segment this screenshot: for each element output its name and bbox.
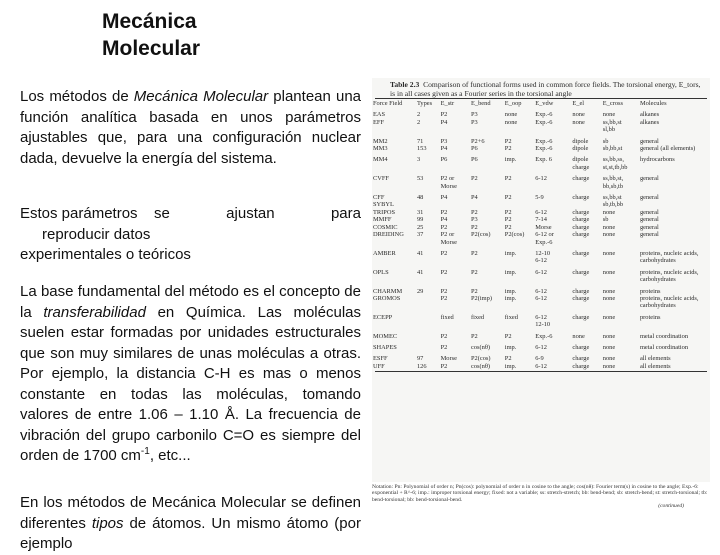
table-cell: none (602, 332, 616, 340)
table-header-cell: E_bend (471, 100, 491, 107)
table-cell: charge (572, 343, 590, 351)
table-cell: P2 (440, 268, 448, 276)
table-caption-label: Table 2.3 (390, 80, 420, 89)
table-cell: P2 (440, 343, 448, 351)
table-cell: 97 126 (416, 355, 427, 370)
superscript: -1 (140, 446, 150, 457)
table-cell: fixed (504, 313, 518, 321)
paragraph-word: se (153, 205, 170, 222)
table-cell: charge (572, 268, 590, 276)
table-cell: 3 (416, 156, 421, 164)
paragraph-text: en Química. Las moléculas suelen estar formadas por unidades estructurales que son muy similares de unas moléculas a otras. Por ejemplo, la distancia C-H es mas o menos constante en todas las moléculas, tomando valores de entre 1.06 – 1.10 Å. La frecuencia de vibración del grupo carbonilo C=O es siempre del orden de 1700 cm (20, 303, 361, 464)
table-cell: imp. (504, 343, 517, 351)
table-cell: CHARMM GROMOS (373, 287, 403, 302)
table-cell: P6 (440, 156, 448, 164)
table-cell (416, 311, 440, 330)
table-row (372, 247, 710, 266)
table-cell: P2+6 P6 (471, 137, 485, 153)
table-cell: charge (572, 313, 590, 321)
table-header-cell: E_el (572, 100, 585, 107)
table-header-row (372, 99, 710, 108)
table-cell: 6-12 (535, 175, 547, 183)
table-cell: ESFF UFF (373, 355, 388, 370)
table-cell: none ss,bb,st sl,bb (602, 111, 622, 134)
paragraph-text: plantean una función analítica basada en unos parámetros ajustables que, para una configuración nuclear dada, devuelve la energía del sistema. (20, 88, 361, 167)
table-cell: none (572, 332, 585, 340)
table-cell: 6-9 6-12 (535, 355, 547, 370)
table-cell: P2(cos) cos(nθ) (471, 355, 491, 370)
paragraph-word: ajustan (226, 205, 275, 222)
table-cell: metal coordination (639, 332, 689, 340)
table-header-cell: E_str (440, 100, 455, 107)
table-cell: P2 (504, 175, 512, 183)
table-cell: CFF SYBYL TRIPOS MMFF COSMIC DREIDING (373, 194, 404, 239)
table-row (372, 341, 710, 352)
table-cell: Exp.-6 Exp.-6 (535, 111, 553, 126)
table-cell: 29 (416, 287, 424, 295)
table-cell: fixed (471, 313, 485, 321)
table-header-cell: Types (416, 100, 433, 107)
table-cell: P2 (440, 332, 448, 340)
table-cell: imp. (504, 268, 517, 276)
table-cell: P2 (471, 332, 478, 340)
table-cell: 12-10 6-12 (535, 249, 551, 265)
paragraph-emphasis: tipos (91, 514, 124, 532)
table-cell: MOMEC (373, 332, 398, 340)
paragraph-emphasis: transferabilidad (43, 303, 146, 321)
table-caption-text: Comparison of functional forms used in common force fields. The torsional energy, E_tors, is in all cases given as a Fourier series in the torsional angle (390, 80, 701, 98)
table-cell: none (602, 343, 616, 351)
table-cell (416, 341, 440, 352)
table-cell: 5-9 6-12 7-14 Morse 6-12 or Exp.-6 (535, 194, 554, 246)
table-cell: imp. (504, 156, 517, 164)
table-rule (375, 371, 707, 372)
paragraph-text: de átomos. Un mismo átomo (por ejemplo (20, 514, 361, 552)
table-cell: 48 31 99 25 37 (416, 194, 424, 239)
title-line-2: Molecular (102, 37, 201, 60)
page-title (102, 8, 200, 62)
table-cell: P2 (471, 175, 478, 183)
table-cell: P4 P2 P4 P2 P2 or Morse (440, 194, 457, 246)
paragraph-text: La base fundamental del método es el concepto de la (20, 283, 361, 321)
paragraph-transferability (20, 282, 361, 467)
table-cell: Morse P2 (440, 355, 457, 370)
table-cell: P2 or Morse (440, 175, 457, 190)
table-cell: P2 P2 P2 P2 P2(cos) (504, 194, 525, 239)
table-cell: charge charge (572, 355, 590, 370)
table-cell: 2 2 (416, 111, 421, 126)
table-row (372, 352, 710, 371)
table-row (372, 266, 710, 285)
table-cell: P2 P2(imp) (471, 287, 492, 302)
paragraph-line (20, 204, 361, 225)
table-cell: general general general general general (639, 194, 659, 239)
table-cell: all elements all elements (639, 355, 671, 370)
table-cell: proteins, nucleic acids, carbohydrates (639, 268, 699, 284)
table-cell: charge (572, 175, 590, 183)
table-notes-text: Notation: Pn: Polynomial of order n; Pn(cos): polynomial of order n in cosine to the angle; cos(nθ): Fourier term(s) in cosine to the angle; Exp.-6: exponential + R^-6; imp.: improper torsional energy; fixed: not a variable; ss: stretch-stretch; bb: bend-bend; sb: stretch-bend; st: stretch-torsional; tb: bend-torsional; bb: bend-torsional-bend. (372, 484, 708, 503)
paragraph-text: , etc... (149, 447, 191, 464)
table-cell: dipole charge (572, 156, 590, 171)
title-line-1: Mecánica (102, 10, 197, 33)
table-body (372, 108, 710, 371)
paragraph-atom-types (20, 493, 361, 555)
table-row (372, 172, 710, 191)
table-cell: none none (602, 355, 616, 370)
table-cell: charge charge charge charge charge (572, 194, 590, 239)
table-cell: proteins, nucleic acids, carbohydrates (639, 249, 699, 265)
table-cell: Exp.-6 Exp.-6 (535, 137, 553, 153)
table-cell: P2 P4 (440, 111, 448, 126)
table-cell: Exp. 6 (535, 156, 552, 164)
table-header-cell: Molecules (639, 100, 667, 107)
table-cell: none (602, 268, 616, 276)
table-cell: CVFF (373, 175, 389, 183)
force-field-table (372, 99, 710, 371)
table-cell: fixed (440, 313, 454, 321)
table-cell: none (602, 313, 616, 321)
table-row (372, 108, 710, 134)
table-cell: imp. (504, 249, 517, 257)
table-cell: OPLS (373, 268, 389, 276)
table-cell: dipole dipole (572, 137, 589, 153)
table-cell: 6-12 12-10 (535, 313, 551, 329)
table-cell: P2 (504, 332, 512, 340)
table-cell: MM4 (373, 156, 388, 164)
paragraph-word: para (330, 205, 361, 222)
table-cell: P6 (471, 156, 478, 164)
table-row (372, 135, 710, 154)
table-cell: none none (572, 111, 585, 126)
table-continued: (continued) (658, 503, 684, 510)
table-caption (372, 78, 710, 98)
table-row (372, 191, 710, 247)
table-cell: imp. imp. (504, 287, 517, 302)
table-cell: 41 (416, 268, 424, 276)
table-cell: charge (572, 249, 590, 257)
table-cell: ss,bb,st sb,tb,bb none sb none none (602, 194, 624, 239)
table-cell: AMBER (373, 249, 396, 257)
paragraph-word: Estos parámetros (20, 205, 138, 222)
table-cell: ss,bb,st, bb,sb,tb (602, 175, 624, 190)
force-field-table-image (372, 78, 710, 482)
table-header-cell: E_vdw (535, 100, 554, 107)
table-cell: 6-12 (535, 343, 547, 351)
table-cell: P2 P2 (504, 137, 512, 153)
table-cell: metal coordination (639, 343, 689, 351)
table-cell: P3 P4 (440, 137, 448, 153)
paragraph-line: experimentales o teóricos (20, 246, 191, 263)
table-cell: P2 P2 (440, 287, 448, 302)
table-row (372, 285, 710, 311)
paragraph-text: Los métodos de (20, 88, 134, 105)
table-cell: sb sb,bb,st (602, 137, 623, 153)
table-cell: none none (602, 287, 616, 302)
table-cell: SHAPES (373, 343, 397, 351)
table-cell: P2 imp. (504, 355, 517, 370)
table-cell: none (602, 249, 616, 257)
table-header-cell: E_cross (602, 100, 624, 107)
table-cell: ECEPP (373, 313, 393, 321)
paragraph-line: reproducir datos (42, 225, 151, 243)
table-cell: proteins (639, 313, 661, 321)
table-cell: Exp.-6 (535, 332, 553, 340)
table-cell: 6-12 6-12 (535, 287, 547, 302)
table-cell: charge charge (572, 287, 590, 302)
table-cell: hydrocarbons (639, 156, 675, 164)
table-header-cell: E_oop (504, 100, 522, 107)
table-row (372, 153, 710, 172)
paragraph-text: En los métodos de Mecánica Molecular se definen diferentes (20, 494, 361, 532)
table-cell: P3 P3 (471, 111, 478, 126)
table-cell: general (639, 175, 659, 183)
table-cell: MM2 MM3 (373, 137, 388, 153)
table-row (372, 311, 710, 330)
paragraph-emphasis: Mecánica Molecular (133, 88, 269, 105)
table-cell: cos(nθ) (471, 343, 491, 351)
table-cell: proteins proteins, nucleic acids, carbohydrates (639, 287, 699, 310)
table-cell: ss,bb,ss, st,st,tb,bb (602, 156, 628, 171)
table-cell: alkanes alkanes (639, 111, 660, 126)
paragraph-parameters (20, 204, 361, 266)
table-cell: 6-12 (535, 268, 547, 276)
table-cell: general general (all elements) (639, 137, 696, 153)
table-cell: P2 (471, 249, 478, 257)
table-cell: EAS EFF (373, 111, 386, 126)
table-row (372, 330, 710, 341)
table-cell: 53 (416, 175, 424, 183)
paragraph-definition (20, 87, 361, 169)
table-cell: 41 (416, 249, 424, 257)
table-cell: P2 (440, 249, 448, 257)
table-header-cell: Force Field (373, 100, 403, 107)
table-cell: none none (504, 111, 518, 126)
table-cell: 71 153 (416, 137, 427, 153)
table-cell (416, 330, 440, 341)
table-cell: P2 (471, 268, 478, 276)
table-cell: P4 P2 P3 P2 P2(cos) (471, 194, 491, 239)
table-notes (372, 484, 710, 510)
